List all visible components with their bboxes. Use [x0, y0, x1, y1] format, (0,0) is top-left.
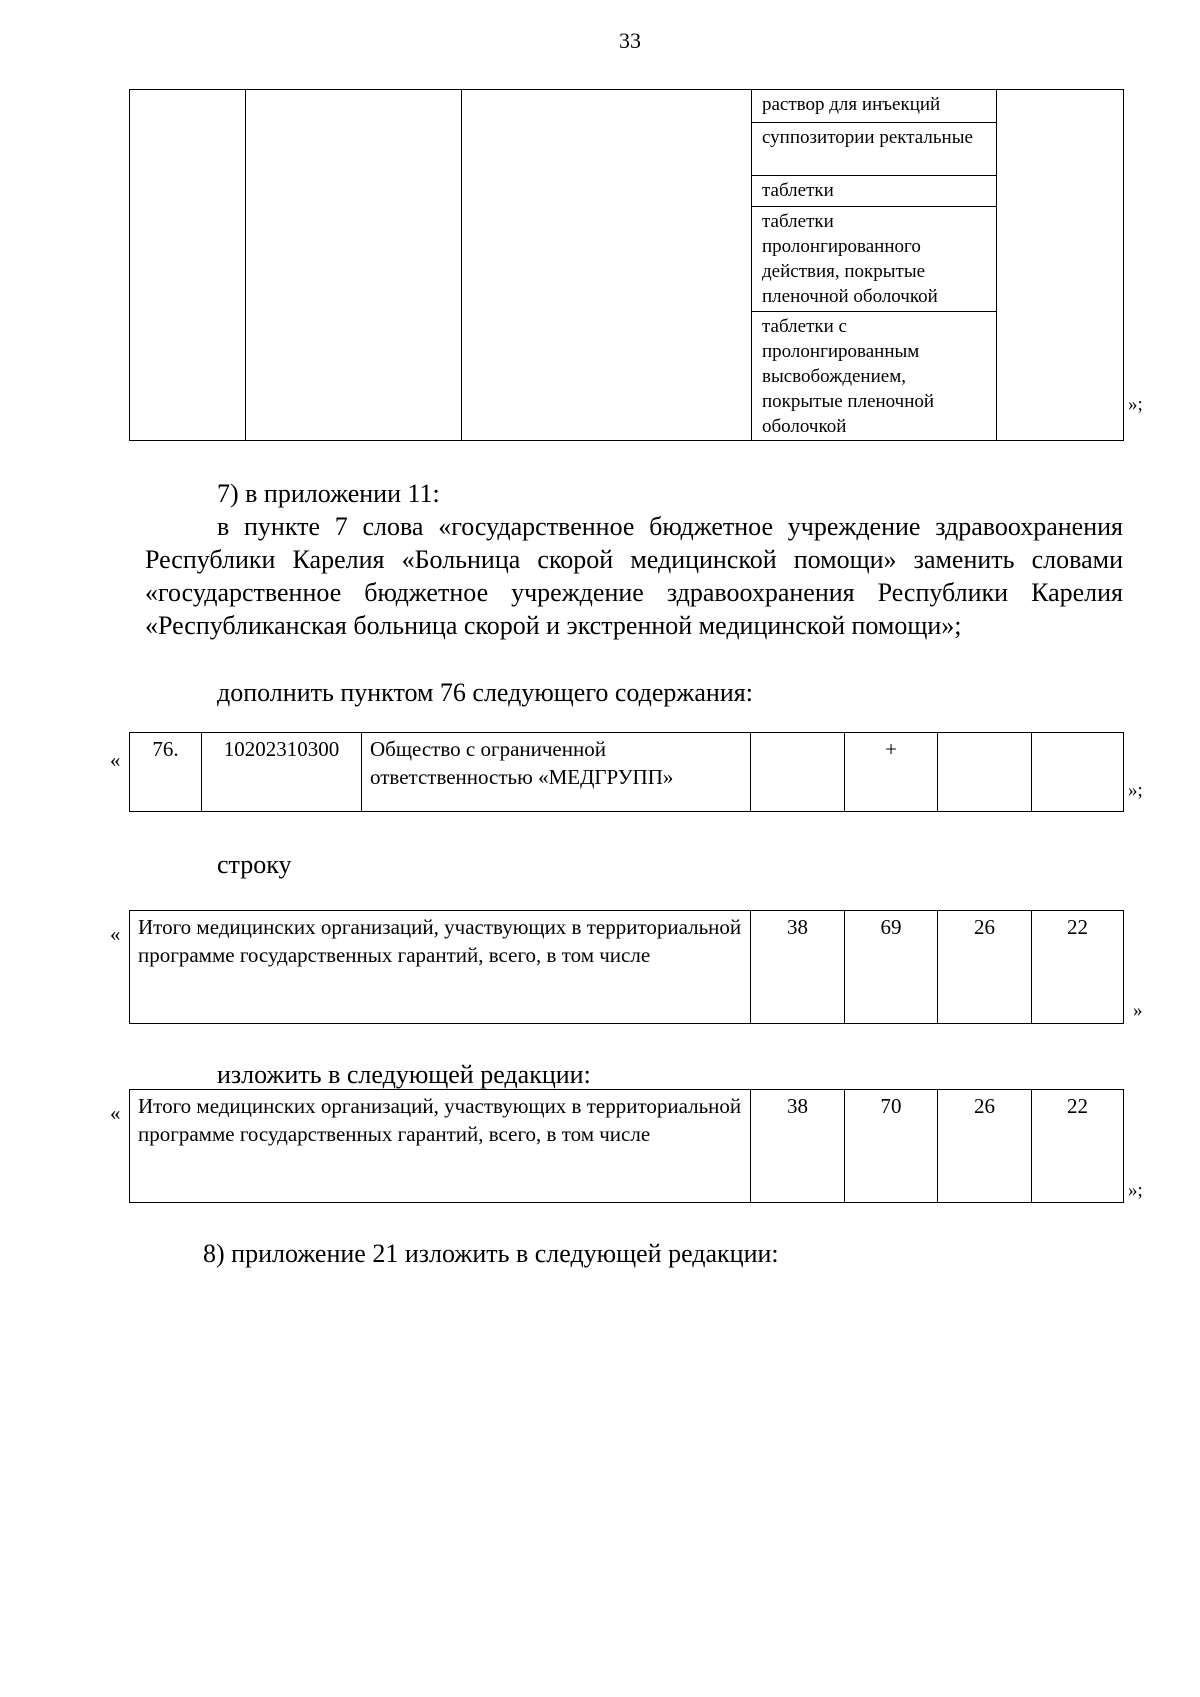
- value-cell: 26: [938, 1090, 1032, 1203]
- closing-quote: »;: [1128, 1180, 1143, 1201]
- closing-quote: »;: [1128, 780, 1143, 801]
- value-cell: [1032, 733, 1124, 812]
- add-point-text: дополнить пунктом 76 следующего содержания:: [217, 678, 753, 707]
- row-number: 76.: [130, 733, 202, 812]
- empty-cell: [130, 90, 246, 441]
- dosage-form-cell: раствор для инъекций: [752, 90, 997, 123]
- value-cell: [938, 733, 1032, 812]
- value-cell: 69: [845, 911, 938, 1024]
- value-cell: 38: [751, 911, 845, 1024]
- value-cell: [751, 733, 845, 812]
- value-cell: 22: [1032, 911, 1124, 1024]
- total-label: Итого медицинских организаций, участвующих в территориальной программе государственных гарантий, всего, в том числе: [130, 1090, 751, 1203]
- page-number: 33: [619, 28, 641, 53]
- closing-quote: »;: [1128, 394, 1143, 415]
- dosage-form-cell: таблетки: [752, 176, 997, 207]
- string-label: строку: [217, 850, 292, 879]
- empty-cell: [462, 90, 752, 441]
- section8-text: 8) приложение 21 изложить в следующей редакции:: [203, 1239, 779, 1268]
- total-old-table: [129, 910, 1124, 1024]
- value-cell: 38: [751, 1090, 845, 1203]
- restate-label: изложить в следующей редакции:: [217, 1060, 591, 1089]
- row76-table: [129, 732, 1124, 812]
- opening-quote: «: [110, 922, 121, 946]
- empty-cell: [246, 90, 462, 441]
- dosage-form-cell: суппозитории ректальные: [752, 123, 997, 176]
- dosage-form-cell: таблетки пролонгированного действия, покрытые пленочной оболочкой: [752, 207, 997, 312]
- value-cell: 22: [1032, 1090, 1124, 1203]
- value-cell: 26: [938, 911, 1032, 1024]
- total-new-table: [129, 1089, 1124, 1203]
- section7-paragraph: [145, 510, 1123, 642]
- value-cell: 70: [845, 1090, 938, 1203]
- total-label: Итого медицинских организаций, участвующих в территориальной программе государственных гарантий, всего, в том числе: [130, 911, 751, 1024]
- opening-quote: «: [110, 748, 121, 772]
- value-cell: +: [845, 733, 938, 812]
- empty-cell: [997, 90, 1124, 441]
- closing-quote: »: [1133, 1000, 1143, 1021]
- section7-paragraph-text: в пункте 7 слова «государственное бюджетное учреждение здравоохранения Республики Карелия «Больница скорой медицинской помощи» заменить словами «государственное бюджетное учреждение здравоохранения Республики Карелия «Республиканская больница скорой и экстренной медицинской помощи»;: [145, 512, 1123, 640]
- organization-name: Общество с ограниченной ответственностью «МЕДГРУПП»: [362, 733, 751, 812]
- opening-quote: «: [110, 1101, 121, 1125]
- dosage-form-cell: таблетки с пролонгированным высвобождением, покрытые пленочной оболочкой: [752, 312, 997, 441]
- section7-heading: 7) в приложении 11:: [217, 479, 440, 508]
- registry-code: 10202310300: [202, 733, 362, 812]
- drug-forms-table: [129, 89, 1124, 441]
